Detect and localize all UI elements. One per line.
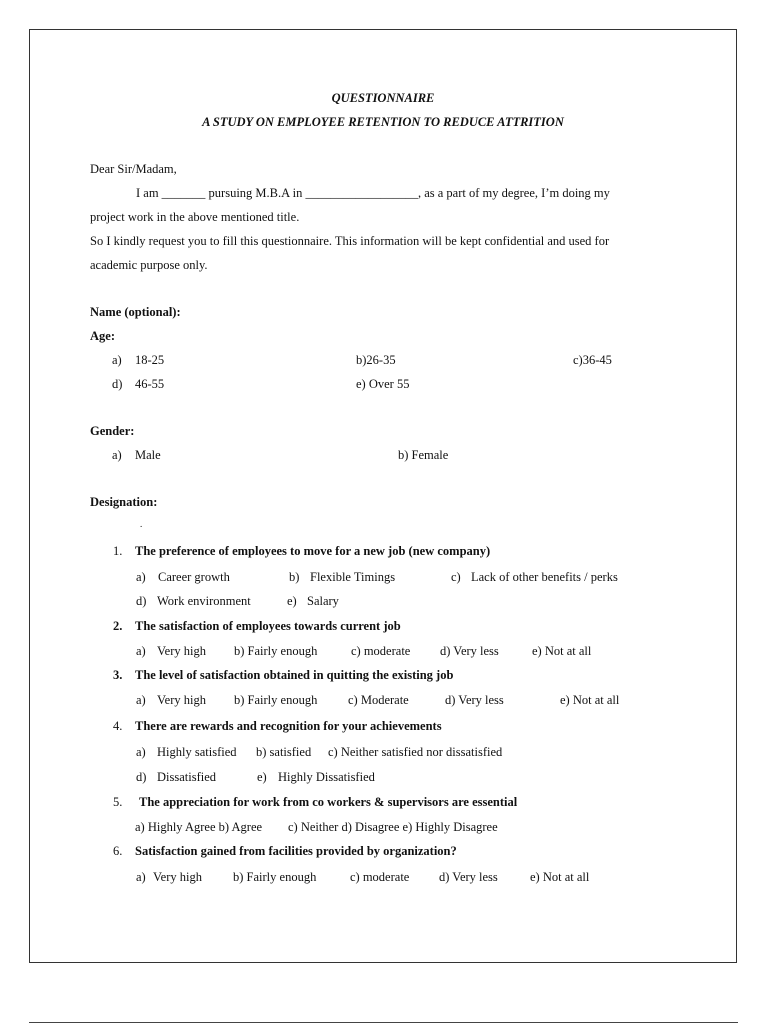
- q1-option-b: Flexible Timings: [310, 570, 396, 584]
- q2-option-a: Very high: [157, 644, 206, 658]
- name-label: Name (optional):: [90, 305, 181, 319]
- q4-option-b: b) satisfied: [256, 745, 312, 759]
- question-2-number: 2.: [113, 619, 123, 633]
- q1-option-b-marker: b): [289, 570, 300, 584]
- q1-option-d-marker: d): [136, 594, 147, 608]
- age-option-d-marker: d): [112, 377, 123, 391]
- question-6-number: 6.: [113, 844, 123, 858]
- intro-line-2: project work in the above mentioned title.: [90, 210, 300, 224]
- q5-options-a-b: a) Highly Agree b) Agree: [135, 820, 263, 834]
- q4-option-e: Highly Dissatisfied: [278, 770, 375, 784]
- question-4-text: There are rewards and recognition for your achievements: [135, 719, 442, 733]
- gender-option-b: b) Female: [398, 448, 449, 462]
- q2-option-a-marker: a): [136, 644, 146, 658]
- question-2-text: The satisfaction of employees towards current job: [135, 619, 401, 633]
- q6-option-e: e) Not at all: [530, 870, 590, 884]
- q4-option-a-marker: a): [136, 745, 146, 759]
- q2-option-e: e) Not at all: [532, 644, 592, 658]
- q6-option-b: b) Fairly enough: [233, 870, 317, 884]
- intro-line-1: I am _______ pursuing M.B.A in __________________, as a part of my degree, I’m doing my: [136, 186, 610, 200]
- q1-option-e-marker: e): [287, 594, 297, 608]
- designation-label: Designation:: [90, 495, 158, 509]
- q2-option-d: d) Very less: [440, 644, 499, 658]
- question-6-text: Satisfaction gained from facilities provided by organization?: [135, 844, 457, 858]
- age-label: Age:: [90, 329, 115, 343]
- q4-option-d: Dissatisfied: [157, 770, 217, 784]
- q3-option-a-marker: a): [136, 693, 146, 707]
- age-option-d: 46-55: [135, 377, 165, 391]
- stray-dot: .: [140, 519, 143, 529]
- age-option-a-marker: a): [112, 353, 122, 367]
- q1-option-c: Lack of other benefits / perks: [471, 570, 618, 584]
- q3-option-b: b) Fairly enough: [234, 693, 318, 707]
- salutation: Dear Sir/Madam,: [90, 162, 177, 176]
- age-option-c: c)36-45: [573, 353, 612, 367]
- q3-option-a: Very high: [157, 693, 206, 707]
- gender-option-a-marker: a): [112, 448, 122, 462]
- intro-line-4: academic purpose only.: [90, 258, 208, 272]
- gender-label: Gender:: [90, 424, 135, 438]
- question-3-number: 3.: [113, 668, 123, 682]
- q1-option-c-marker: c): [451, 570, 461, 584]
- q6-option-c: c) moderate: [350, 870, 410, 884]
- age-option-b: b)26-35: [356, 353, 396, 367]
- q4-option-e-marker: e): [257, 770, 267, 784]
- q6-option-d: d) Very less: [439, 870, 498, 884]
- q6-option-a: Very high: [153, 870, 202, 884]
- q5-options-c-d-e: c) Neither d) Disagree e) Highly Disagree: [288, 820, 498, 834]
- document-title: QUESTIONNAIRE: [331, 91, 435, 105]
- q1-option-e: Salary: [307, 594, 339, 608]
- q1-option-a-marker: a): [136, 570, 146, 584]
- q4-option-d-marker: d): [136, 770, 147, 784]
- question-1-number: 1.: [113, 544, 123, 558]
- question-4-number: 4.: [113, 719, 123, 733]
- gender-option-a: Male: [135, 448, 161, 462]
- age-option-e: e) Over 55: [356, 377, 410, 391]
- q3-option-c: c) Moderate: [348, 693, 409, 707]
- q2-option-b: b) Fairly enough: [234, 644, 318, 658]
- question-3-text: The level of satisfaction obtained in quitting the existing job: [135, 668, 454, 682]
- question-5-text: The appreciation for work from co workers & supervisors are essential: [139, 795, 518, 809]
- bottom-divider: [29, 1022, 738, 1023]
- age-option-a: 18-25: [135, 353, 165, 367]
- question-5-number: 5.: [113, 795, 123, 809]
- q6-option-a-marker: a): [136, 870, 146, 884]
- q1-option-a: Career growth: [158, 570, 230, 584]
- q2-option-c: c) moderate: [351, 644, 411, 658]
- q3-option-e: e) Not at all: [560, 693, 620, 707]
- document-subtitle: A STUDY ON EMPLOYEE RETENTION TO REDUCE ATTRITION: [202, 115, 564, 129]
- q4-option-c: c) Neither satisfied nor dissatisfied: [328, 745, 503, 759]
- intro-line-3: So I kindly request you to fill this questionnaire. This information will be kept confidential and used for: [90, 234, 610, 248]
- q3-option-d: d) Very less: [445, 693, 504, 707]
- q1-option-d: Work environment: [157, 594, 251, 608]
- question-1-text: The preference of employees to move for a new job (new company): [135, 544, 491, 558]
- q4-option-a: Highly satisfied: [157, 745, 237, 759]
